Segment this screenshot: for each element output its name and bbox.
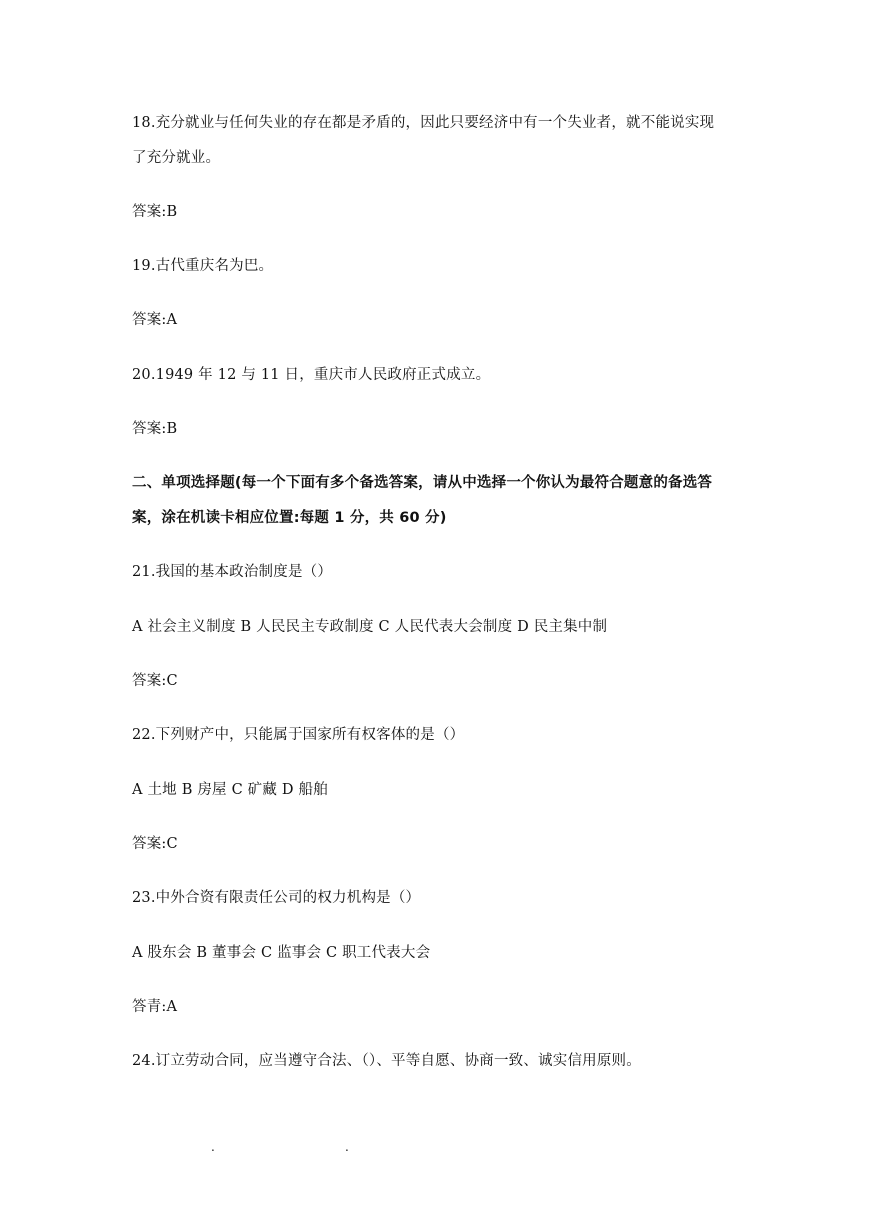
question-24-text: 24.订立劳动合同，应当遵守合法、（）、平等自愿、协商一致、诚实信用原则。 bbox=[132, 1053, 641, 1069]
question-22-options: A 土地 B 房屋 C 矿藏 D 船舶 bbox=[132, 782, 328, 798]
question-23-text: 23.中外合资有限责任公司的权力机构是（） bbox=[132, 890, 421, 906]
answer-18: 答案:B bbox=[132, 204, 178, 220]
question-21-text: 21.我国的基本政治制度是（） bbox=[132, 564, 333, 580]
question-19-text: 19.古代重庆名为巴。 bbox=[132, 258, 274, 274]
answer-22: 答案:C bbox=[132, 836, 178, 852]
footer-dot-left: . bbox=[211, 1140, 215, 1154]
footer-dot-right: . bbox=[345, 1140, 349, 1154]
section-heading-line-2: 案，涂在机读卡相应位置:每题 1 分，共 60 分) bbox=[132, 510, 447, 526]
answer-20: 答案:B bbox=[132, 421, 178, 437]
question-18-text-line-2: 了充分就业。 bbox=[132, 150, 221, 166]
answer-23: 答青:A bbox=[132, 999, 178, 1015]
question-18-text-line-1: 18.充分就业与任何失业的存在都是矛盾的，因此只要经济中有一个失业者，就不能说实现 bbox=[132, 115, 715, 131]
answer-21: 答案:C bbox=[132, 673, 178, 689]
answer-19: 答案:A bbox=[132, 312, 178, 328]
question-23-options: A 股东会 B 董事会 C 监事会 C 职工代表大会 bbox=[132, 945, 431, 961]
question-22-text: 22.下列财产中，只能属于国家所有权客体的是（） bbox=[132, 727, 465, 743]
question-21-options: A 社会主义制度 B 人民民主专政制度 C 人民代表大会制度 D 民主集中制 bbox=[132, 619, 608, 635]
section-heading-line-1: 二、单项选择题(每一个下面有多个备选答案，请从中选择一个你认为最符合题意的备选答 bbox=[132, 475, 713, 491]
question-20-text: 20.1949 年 12 与 11 日，重庆市人民政府正式成立。 bbox=[132, 367, 491, 383]
